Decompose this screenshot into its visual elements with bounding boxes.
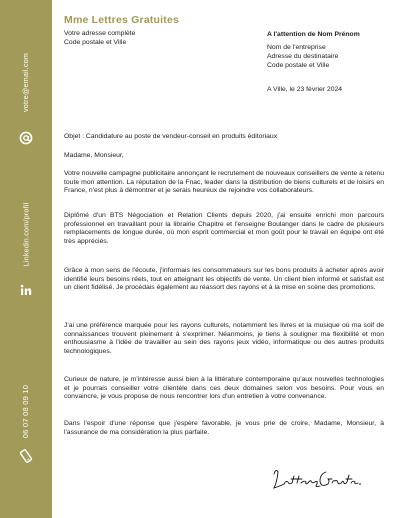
linkedin-text: Linkedin.com/profil (21, 202, 31, 266)
letter-date: A Ville, le 23 février 2024 (267, 86, 343, 93)
email-item (0, 46, 52, 118)
paragraph-5: Curieux de nature, je m'intéresse aussi bien à la littérature contemporaine qu'aux nouvelles technologies et je pourrais conseiller votre clientèle dans ces deux domaines selon vos besoins. Pour vous en convaincre, je vous propose de nous rencontrer lors d'un entretien à votre convenance. (64, 376, 384, 401)
phone-icon-svg (19, 449, 33, 463)
paragraph-6: Dans l'espoir d'une réponse que j'espère favorable, je vous prie de croire, Madame, Monsieur, à l'assurance de ma considération la plus parfaite. (64, 420, 384, 436)
sidebar (0, 0, 52, 518)
at-icon-svg (19, 131, 33, 145)
linkedin-item (0, 190, 52, 278)
paragraph-4: J'ai une préférence marquée pour les rayons culturels, notamment les livres et la musique où ma soif de connaissances trouvent pleinement à s'exprimer. Néanmoins, je tiens à souligner ma flexibilité et mon enthousiasme à l'idée de travailler au sein des rayons jeux vidéo, informatique ou des autres produits technologiques. (64, 322, 384, 355)
phone-text: 06 07 08 09 10 (21, 384, 31, 438)
sender-name: Mme Lettres Gratuites (64, 14, 180, 26)
sender-address: Votre adresse complète (64, 30, 136, 37)
paragraph-2: Diplômé d'un BTS Négociation et Relation Clients depuis 2020, j'ai ensuite enrichi mon parcours professionnel en travaillant pour la librairie Chapitre et l'enseigne Boulanger dans le cadre de plusieurs remplacements de longue durée, où mon esprit commercial et mon goût pour le travail en équipe ont été très appréciés. (64, 212, 384, 245)
phone-item (0, 380, 52, 442)
recipient-city: Code postale et Ville (267, 62, 330, 69)
letter-greeting: Madame, Monsieur, (64, 152, 124, 159)
letter-subject: Objet : Candidature au poste de vendeur-conseil en produits éditoriaux (64, 133, 278, 140)
phone-icon (0, 446, 52, 466)
recipient-company: Nom de l'entreprise (267, 44, 326, 51)
email-text: votre@email.com (21, 52, 31, 112)
recipient-title: A l'attention de Nom Prénom (267, 31, 360, 38)
sender-city: Code postale et Ville (64, 39, 127, 46)
signature (270, 464, 362, 494)
paragraph-1: Votre nouvelle campagne publicitaire annonçant le recrutement de nouveaux conseillers de vente a retenu toute mon attention. La réputation de la Fnac, leader dans la distribution de biens culturels et de loisirs en France, n'est plus à démontrer et je serais heureux de rejoindre vos collaborateurs. (64, 170, 384, 195)
recipient-address: Adresse du destinataire (267, 53, 339, 60)
linkedin-icon (0, 282, 52, 298)
linkedin-icon-svg (20, 284, 32, 296)
at-icon (0, 128, 52, 148)
paragraph-3: Grâce à mon sens de l'écoute, j'informais les consommateurs sur les bons produits à acheter après avoir identifié leurs besoins réels, tout en atteignant les objectifs de vente. Un client bien informé et satisfait est un client fidélisé. Je procédais également au réassort des rayons et à la mise en scène des promotions. (64, 267, 384, 292)
